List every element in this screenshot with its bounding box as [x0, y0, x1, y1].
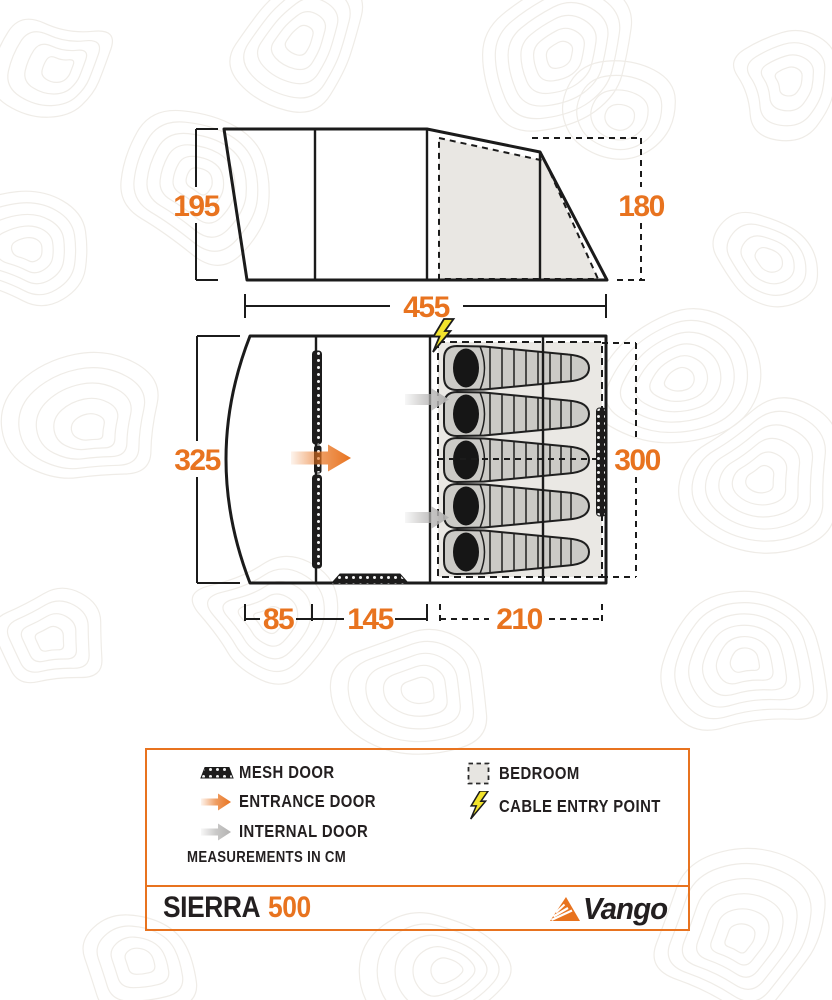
measurement-label-180: 180: [618, 190, 664, 223]
legend-item-bedroom: [457, 762, 594, 785]
legend: [147, 750, 688, 885]
product-name: SIERRA: [163, 891, 261, 924]
elevation-view: [224, 129, 607, 280]
legend-label: BEDROOM: [499, 763, 580, 783]
legend-item-mesh-door: [195, 762, 351, 783]
legend-label: MESH DOOR: [239, 762, 335, 782]
front-mesh-door: [331, 574, 409, 584]
legend-item-entrance-door: [195, 791, 400, 812]
measurements-note: MEASUREMENTS IN CM: [187, 849, 347, 866]
measurement-side-height-left: [173, 129, 219, 280]
legend-label: ENTRANCE DOOR: [239, 791, 376, 811]
side-mesh-door-upper: [313, 351, 322, 444]
bedroom-swatch-icon: [457, 762, 499, 785]
footer-bar: [147, 885, 688, 929]
product-number: 500: [268, 891, 311, 924]
legend-panel: [145, 748, 690, 931]
vango-mountain-icon: [549, 895, 581, 922]
measurement-label-455: 455: [403, 291, 449, 324]
measurement-label-300: 300: [614, 444, 660, 477]
entrance-door-arrow-icon: [195, 792, 239, 812]
vango-logo: [549, 890, 672, 926]
legend-item-internal-door: [195, 821, 391, 842]
legend-item-cable-entry: [457, 791, 689, 821]
measurement-plan-depth-right: [602, 343, 661, 577]
measurement-label-85: 85: [262, 603, 294, 636]
bedroom-mesh-panel: [597, 408, 606, 516]
measurement-width: [245, 291, 606, 324]
measurement-label-210: 210: [496, 603, 542, 636]
legend-label: CABLE ENTRY POINT: [499, 795, 661, 816]
product-title: [163, 891, 311, 925]
measurement-plan-depth-left: [174, 336, 240, 583]
legend-label: INTERNAL DOOR: [239, 821, 369, 841]
elevation-bedroom-region: [439, 138, 598, 279]
internal-door-arrow-icon: [195, 822, 239, 842]
side-mesh-door-lower: [313, 475, 322, 568]
measurement-bottom-widths: [245, 603, 602, 636]
measurement-label-195: 195: [173, 190, 219, 223]
measurement-label-145: 145: [347, 603, 393, 636]
floor-plan-view: [226, 319, 606, 584]
measurement-label-325: 325: [174, 444, 220, 477]
mesh-door-icon: [195, 766, 239, 780]
brand-name: Vango: [583, 890, 668, 926]
cable-entry-bolt-icon: [457, 791, 499, 821]
